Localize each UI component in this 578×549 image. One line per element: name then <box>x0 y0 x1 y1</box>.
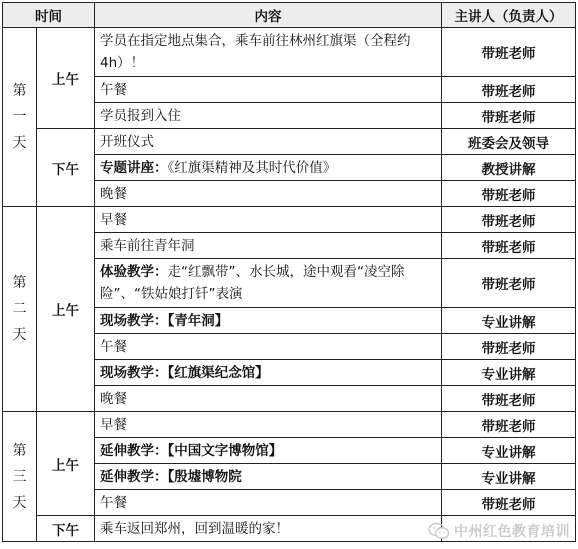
period-pm: 下午 <box>37 516 95 542</box>
row-content: 晚餐 <box>95 386 442 412</box>
period-am: 上午 <box>37 207 95 412</box>
row-content <box>95 259 442 308</box>
day-2-label: 第 二 天 <box>3 207 37 412</box>
row-content <box>95 360 442 386</box>
row-content <box>95 438 442 464</box>
schedule-table <box>2 2 576 542</box>
row-text: 【中国文字博物馆】 <box>167 442 283 459</box>
row-content <box>95 464 442 490</box>
row-content: 晚餐 <box>95 181 442 207</box>
row-text: 【青年洞】 <box>167 312 229 329</box>
period-am: 上午 <box>37 28 95 129</box>
period-am: 上午 <box>37 412 95 516</box>
wechat-logo-icon <box>428 522 450 540</box>
row-content: 午餐 <box>95 77 442 103</box>
row-content: 学员在指定地点集合，乘车前往林州红旗渠（全程约 4h）！ <box>95 28 442 77</box>
header-time: 时间 <box>3 3 95 28</box>
row-speaker: 带班老师 <box>442 386 576 412</box>
row-content: 乘车前往青年洞 <box>95 233 442 259</box>
row-speaker: 带班老师 <box>442 233 576 259</box>
row-speaker: 专业讲解 <box>442 360 576 386</box>
row-content: 早餐 <box>95 412 442 438</box>
row-content: 开班仪式 <box>95 129 442 155</box>
row-speaker: 带班老师 <box>442 490 576 516</box>
row-text: 走“红飘带”、水长城，途中观看“凌空除险”、“铁姑娘打钎”表演 <box>100 264 405 302</box>
row-prefix: 专题讲座： <box>100 159 168 176</box>
row-speaker: 班委会及领导 <box>442 129 576 155</box>
row-speaker: 带班老师 <box>442 412 576 438</box>
header-speaker: 主讲人（负责人） <box>442 3 576 28</box>
row-prefix: 延伸教学： <box>100 468 168 485</box>
row-text: 【殷墟博物院 <box>167 468 242 485</box>
row-content: 学员报到入住 <box>95 103 442 129</box>
row-prefix: 现场教学： <box>100 312 168 329</box>
header-content: 内容 <box>95 3 442 28</box>
watermark-text: 中州红色教育培训 <box>454 524 570 540</box>
row-speaker: 带班老师 <box>442 103 576 129</box>
day-3-label: 第 三 天 <box>3 412 37 542</box>
row-speaker: 教授讲解 <box>442 155 576 181</box>
row-content <box>95 155 442 181</box>
row-speaker: 带班老师 <box>442 28 576 77</box>
watermark <box>428 521 570 541</box>
row-speaker: 专业讲解 <box>442 438 576 464</box>
row-speaker: 带班老师 <box>442 77 576 103</box>
row-speaker: 带班老师 <box>442 334 576 360</box>
row-content: 午餐 <box>95 490 442 516</box>
row-text: 【红旗渠纪念馆】 <box>167 364 269 381</box>
row-speaker: 带班老师 <box>442 181 576 207</box>
row-speaker: 专业讲解 <box>442 308 576 334</box>
row-text: 《红旗渠精神及其时代价值》 <box>167 159 337 176</box>
row-prefix: 延伸教学： <box>100 442 168 459</box>
row-content <box>95 308 442 334</box>
row-content: 乘车返回郑州，回到温暖的家！ <box>95 516 442 542</box>
row-speaker: 带班老师 <box>442 207 576 233</box>
row-content: 午餐 <box>95 334 442 360</box>
row-prefix: 体验教学： <box>100 264 168 280</box>
row-speaker: 专业讲解 <box>442 464 576 490</box>
day-1-label: 第 一 天 <box>3 28 37 207</box>
row-content: 早餐 <box>95 207 442 233</box>
period-pm: 下午 <box>37 129 95 207</box>
row-prefix: 现场教学： <box>100 364 168 381</box>
row-speaker: 带班老师 <box>442 259 576 308</box>
